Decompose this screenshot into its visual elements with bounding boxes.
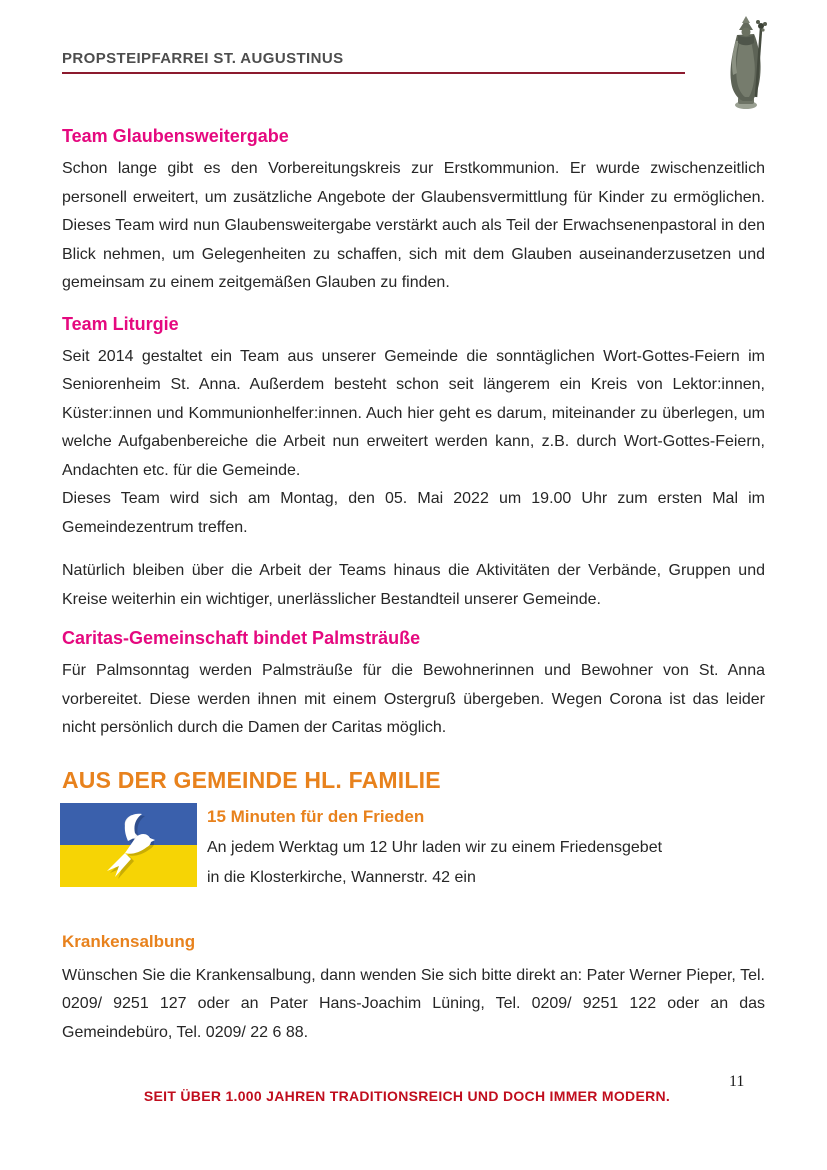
- page-content: [62, 0, 765, 1047]
- frieden-line-2: in die Klosterkirche, Wannerstr. 42 ein: [207, 868, 476, 886]
- ukraine-flag-image: [60, 803, 197, 887]
- frieden-block: [60, 803, 765, 893]
- paragraph-caritas: Für Palmsonntag werden Palmsträuße für die Bewohnerinnen und Bewohner von St. Anna vorbereitet. Diese werden ihnen mit einem Ostergruß übergeben. Wegen Corona ist das leider nicht persönlich durch die Damen der Caritas möglich.: [62, 662, 765, 736]
- heading-krankensalbung: Krankensalbung: [62, 931, 196, 951]
- footer-motto: SEIT ÜBER 1.000 JAHREN TRADITIONSREICH UND DOCH IMMER MODERN.: [143, 1088, 671, 1104]
- paragraph-liturgie-2: Dieses Team wird sich am Montag, den 05. Mai 2022 um 19.00 Uhr zum ersten Mal im Gemeindezentrum treffen.: [62, 490, 765, 536]
- paragraph-teams-note: Natürlich bleiben über die Arbeit der Teams hinaus die Aktivitäten der Verbände, Gruppen und Kreise weiterhin ein wichtiger, unerlässlicher Bestandteil unserer Gemeinde.: [62, 562, 765, 608]
- heading-caritas: Caritas-Gemeinschaft bindet Palmsträuße: [62, 628, 421, 648]
- page-number: 11: [729, 1073, 745, 1090]
- heading-15-minuten: 15 Minuten für den Frieden: [207, 806, 425, 826]
- frieden-text-column: [207, 803, 662, 893]
- paragraph-krankensalbung: Wünschen Sie die Krankensalbung, dann wenden Sie sich bitte direkt an: Pater Werner Pieper, Tel. 0209/ 9251 127 oder an Pater Hans-Joachim Lüning, Tel. 0209/ 9251 122 oder an das Gemeindebüro, Tel. 0209/ 22 6 88.: [62, 966, 765, 1041]
- header-rule: [62, 72, 685, 74]
- frieden-line-1: An jedem Werktag um 12 Uhr laden wir zu einem Friedensgebet: [207, 838, 663, 856]
- paragraph-liturgie-1: Seit 2014 gestaltet ein Team aus unserer Gemeinde die sonntäglichen Wort-Gottes-Feiern im Seniorenheim St. Anna. Außerdem besteht schon seit längerem ein Kreis von Lektor:innen, Küster:innen und Kommunionhelfer:innen. Auch hier geht es darum, miteinander zu überlegen, um welche Aufgabenbereiche die Arbeit nun erweitert werden kann, z.B. durch Wort-Gottes-Feiern, Andachten etc. für die Gemeinde.: [62, 347, 765, 479]
- heading-gemeinde-hl-familie: AUS DER GEMEINDE HL. FAMILIE: [62, 766, 441, 793]
- heading-team-liturgie: Team Liturgie: [62, 313, 179, 334]
- page-header-title: PROPSTEIPFARREI ST. AUGUSTINUS: [62, 50, 344, 67]
- heading-team-glaubensweitergabe: Team Glaubensweitergabe: [62, 126, 289, 146]
- paragraph-glaubensweitergabe: Schon lange gibt es den Vorbereitungskreis zur Erstkommunion. Er wurde zwischenzeitlich personell erweitert, um zusätzliche Angebote der Glaubensvermittlung für Kinder zu ermöglichen. Dieses Team wird nun Glaubensweitergabe verstärkt auch als Teil der Erwachsenenpastoral in den Blick nehmen, um Gelegenheiten zu schaffen, sich mit dem Glauben auseinanderzusetzen und gemeinsam zu einem zeitgemäßen Glauben zu finden.: [62, 160, 765, 291]
